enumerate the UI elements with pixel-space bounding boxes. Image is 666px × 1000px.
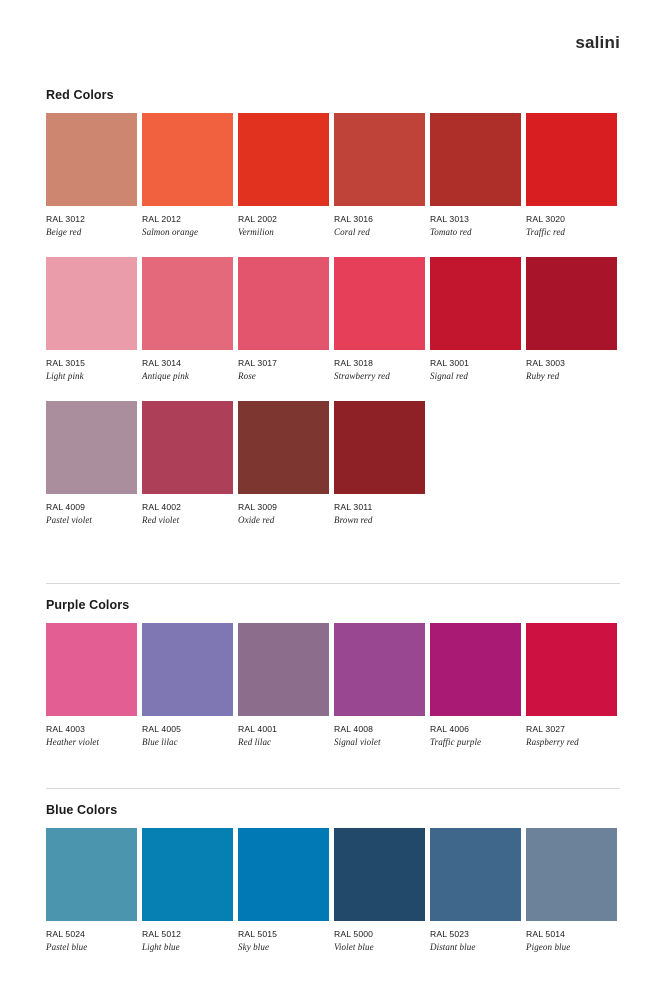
swatch-name: Signal violet (334, 737, 381, 747)
section-title-blue: Blue Colors (46, 803, 118, 817)
swatch-name: Beige red (46, 227, 82, 237)
color-swatch (430, 113, 521, 206)
color-swatch (526, 113, 617, 206)
swatch-code: RAL 5000 (334, 929, 374, 939)
color-swatch (526, 257, 617, 350)
swatch-code: RAL 4005 (142, 724, 182, 734)
swatch-code: RAL 5023 (430, 929, 470, 939)
swatch-code: RAL 3001 (430, 358, 470, 368)
swatch-cell (526, 113, 622, 237)
swatch-name: Light blue (142, 942, 180, 952)
swatch-code: RAL 5014 (526, 929, 566, 939)
swatch-code: RAL 4006 (430, 724, 470, 734)
swatch-cell (430, 828, 526, 952)
row-spacer (46, 381, 626, 401)
swatch-code: RAL 4001 (238, 724, 278, 734)
swatch-name: Brown red (334, 515, 373, 525)
color-swatch (46, 401, 137, 494)
swatch-name: Pastel violet (46, 515, 93, 525)
swatch-cell (526, 828, 622, 952)
color-swatch (238, 257, 329, 350)
color-swatch (430, 623, 521, 716)
section-title-red: Red Colors (46, 88, 114, 102)
brand-logo: salini (575, 33, 620, 52)
swatch-code: RAL 5012 (142, 929, 182, 939)
swatch-cell (238, 257, 334, 381)
color-swatch (238, 828, 329, 921)
swatch-code: RAL 4003 (46, 724, 86, 734)
swatch-cell (238, 401, 334, 525)
swatch-code: RAL 4009 (46, 502, 86, 512)
color-swatch (430, 257, 521, 350)
swatch-cell (334, 257, 430, 381)
swatch-cell (430, 113, 526, 237)
color-swatch (334, 401, 425, 494)
color-swatch (334, 257, 425, 350)
swatch-cell (430, 623, 526, 747)
swatch-name: Pigeon blue (526, 942, 571, 952)
swatch-cell (142, 401, 238, 525)
swatch-cell (46, 113, 142, 237)
swatch-code: RAL 5015 (238, 929, 278, 939)
swatch-cell (142, 623, 238, 747)
swatch-name: Traffic purple (430, 737, 482, 747)
color-swatch (142, 623, 233, 716)
section-blue-colors (46, 803, 626, 952)
swatch-grid-blue-row-1 (46, 828, 626, 952)
swatch-cell (526, 257, 622, 381)
swatch-code: RAL 3003 (526, 358, 566, 368)
color-swatch (46, 623, 137, 716)
swatch-cell (238, 623, 334, 747)
swatch-name: Rose (238, 371, 256, 381)
swatch-name: Antique pink (142, 371, 189, 381)
color-swatch (334, 828, 425, 921)
swatch-code: RAL 3018 (334, 358, 374, 368)
swatch-cell (334, 828, 430, 952)
swatch-cell (334, 401, 430, 525)
section-title-purple: Purple Colors (46, 598, 130, 612)
divider-blue (46, 788, 620, 789)
swatch-name: Coral red (334, 227, 370, 237)
swatch-code: RAL 3017 (238, 358, 278, 368)
color-swatch (142, 401, 233, 494)
color-swatch (142, 257, 233, 350)
swatch-code: RAL 3009 (238, 502, 278, 512)
swatch-name: Distant blue (430, 942, 476, 952)
section-red-colors (46, 88, 626, 525)
color-swatch (430, 828, 521, 921)
color-swatch (238, 623, 329, 716)
swatch-code: RAL 3012 (46, 214, 86, 224)
swatch-name: Heather violet (46, 737, 100, 747)
swatch-name: Tomato red (430, 227, 472, 237)
swatch-cell (46, 623, 142, 747)
swatch-cell (430, 257, 526, 381)
swatch-cell (46, 257, 142, 381)
swatch-cell (142, 113, 238, 237)
swatch-cell (526, 623, 622, 747)
swatch-grid-red-row-3 (46, 401, 626, 525)
swatch-code: RAL 3013 (430, 214, 470, 224)
swatch-name: Salmon orange (142, 227, 199, 237)
swatch-cell (334, 623, 430, 747)
swatch-name: Strawberry red (334, 371, 390, 381)
swatch-code: RAL 4002 (142, 502, 182, 512)
swatch-cell (334, 113, 430, 237)
divider-purple (46, 583, 620, 584)
color-swatch (46, 828, 137, 921)
swatch-name: Red violet (142, 515, 180, 525)
swatch-code: RAL 3020 (526, 214, 566, 224)
color-swatch (334, 113, 425, 206)
row-spacer (46, 237, 626, 257)
swatch-grid-red-row-1 (46, 113, 626, 237)
swatch-code: RAL 3027 (526, 724, 566, 734)
color-swatch (526, 623, 617, 716)
color-swatch (46, 257, 137, 350)
swatch-name: Oxide red (238, 515, 275, 525)
swatch-cell (46, 828, 142, 952)
swatch-cell (46, 401, 142, 525)
color-swatch (334, 623, 425, 716)
swatch-cell (142, 257, 238, 381)
swatch-grid-purple-row-1 (46, 623, 626, 747)
swatch-code: RAL 3015 (46, 358, 86, 368)
color-swatch (142, 113, 233, 206)
color-swatch (238, 113, 329, 206)
color-swatch (526, 828, 617, 921)
swatch-code: RAL 4008 (334, 724, 374, 734)
swatch-name: Raspberry red (526, 737, 579, 747)
swatch-name: Pastel blue (46, 942, 88, 952)
swatch-name: Sky blue (238, 942, 270, 952)
swatch-code: RAL 2012 (142, 214, 182, 224)
color-swatch (238, 401, 329, 494)
swatch-code: RAL 3014 (142, 358, 182, 368)
color-swatch (46, 113, 137, 206)
swatch-name: Light pink (46, 371, 84, 381)
section-purple-colors (46, 598, 626, 747)
swatch-name: Vermilion (238, 227, 274, 237)
swatch-name: Violet blue (334, 942, 374, 952)
swatch-code: RAL 3011 (334, 502, 373, 512)
swatch-name: Blue lilac (142, 737, 178, 747)
color-swatch (142, 828, 233, 921)
swatch-name: Signal red (430, 371, 468, 381)
swatch-cell (142, 828, 238, 952)
swatch-cell (238, 113, 334, 237)
swatch-code: RAL 3016 (334, 214, 374, 224)
swatch-name: Ruby red (526, 371, 560, 381)
swatch-code: RAL 5024 (46, 929, 86, 939)
swatch-grid-red-row-2 (46, 257, 626, 381)
swatch-code: RAL 2002 (238, 214, 278, 224)
swatch-name: Red lilac (238, 737, 272, 747)
swatch-name: Traffic red (526, 227, 566, 237)
swatch-cell (238, 828, 334, 952)
